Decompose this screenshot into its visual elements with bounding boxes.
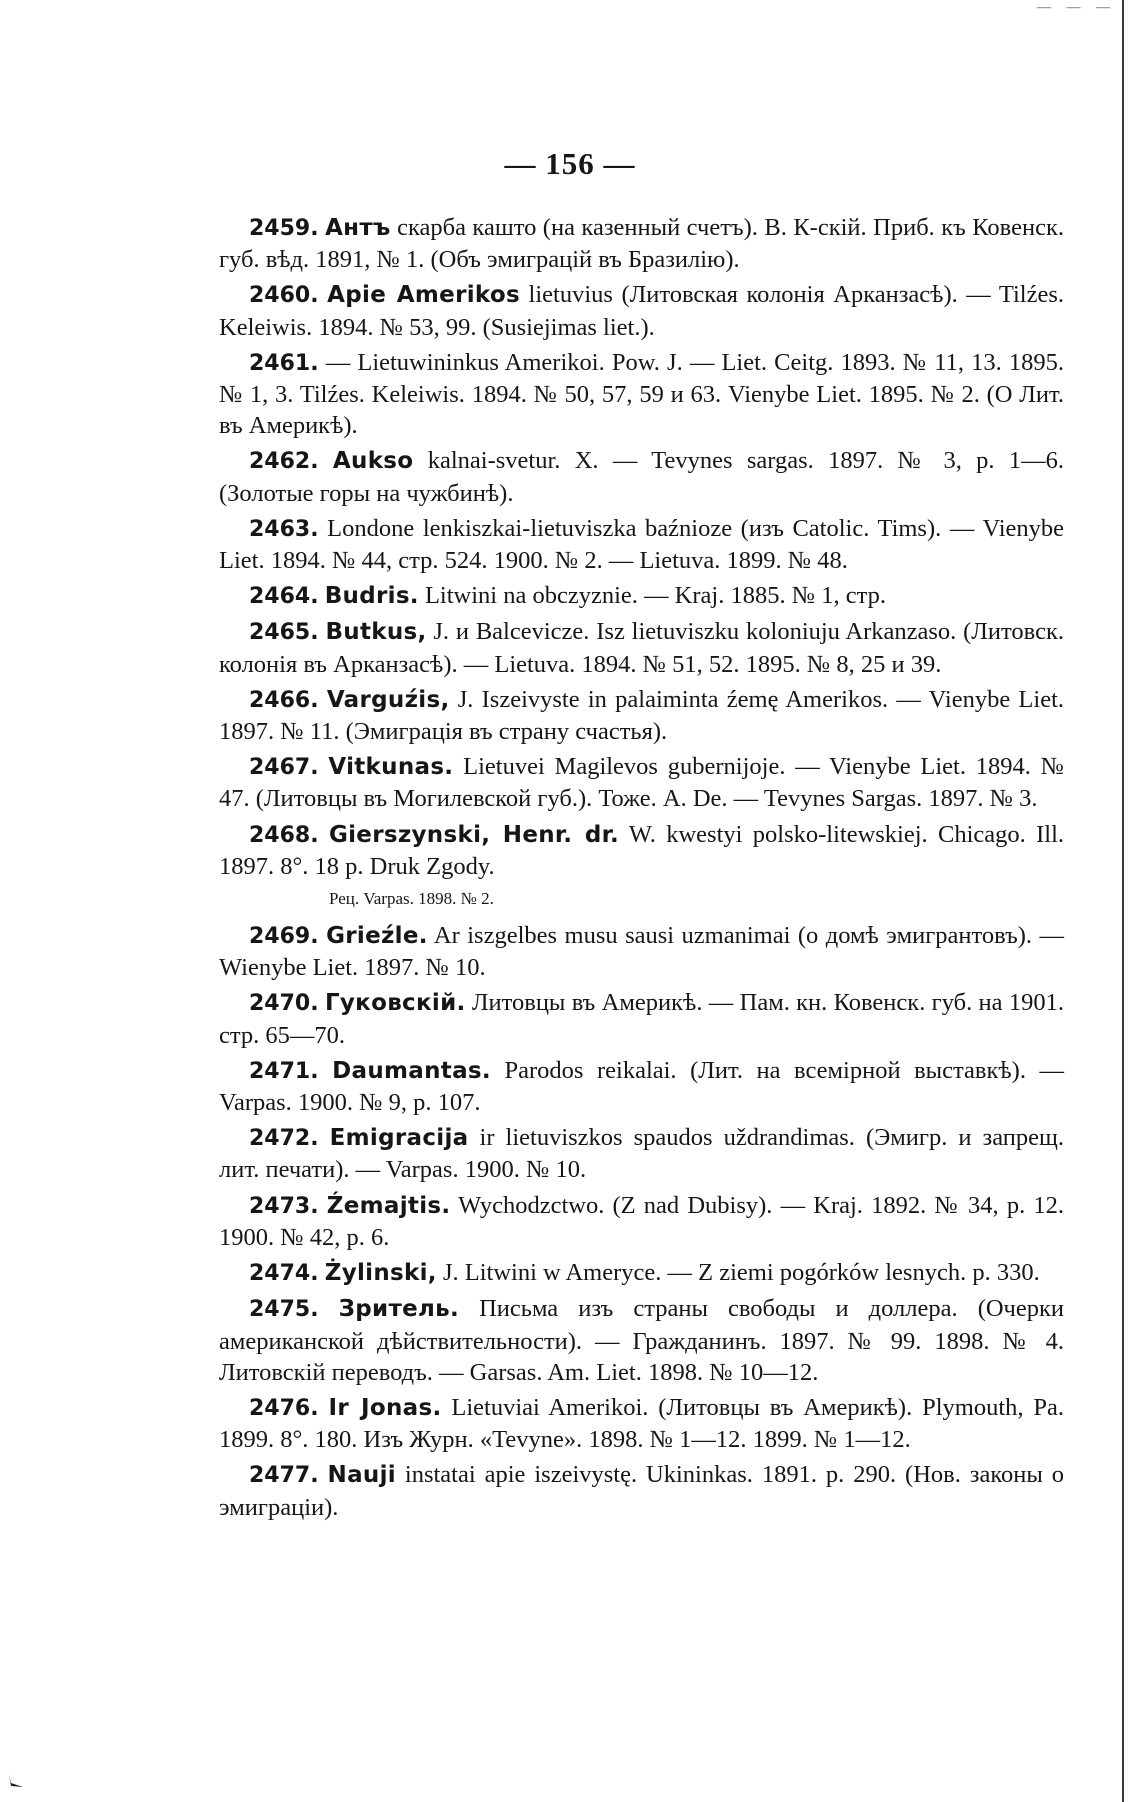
entry-2472: 2472. Emigracija ir lietuviszkos spaudos uždrandimas. (Эмигр. и запрещ. лит. печати). — Varpas. 1900. № 10. — [219, 1124, 1065, 1184]
entry-2464: 2464. Budris. Litwini na obczyznie. — Kraj. 1885. № 1, стр. — [249, 582, 886, 610]
page-number: — 156 — — [504, 146, 636, 181]
entry-2466: 2466. Varguźis, J. Iszeivyste in palaiminta źemę Amerikos. — Vienybe Liet. 1897. № 11. (Эмиграція въ страну счастья). — [219, 685, 1065, 746]
entry-2471: 2471. Daumantas. Parodos reikalai. (Лит. на всемірной выставкѣ). — Varpas. 1900. № 9, p. 107. — [219, 1056, 1064, 1117]
corner-mark: — — — — [1037, 0, 1116, 15]
entry-2476: 2476. Ir Jonas. Lietuviai Amerikoi. (Литовцы въ Америкѣ). Plymouth, Pa. 1899. 8°. 180. Изъ Журн. «Tevyne». 1898. № 1—12. 1899. № 1—12. — [219, 1393, 1064, 1454]
entry-2475: 2475. Зритель. Письма изъ страны свободы и доллера. (Очерки американской дѣйствительности). — Гражданинъ. 1897. № 99. 1898. № 4. Литовскій переводъ. — Garsas. Am. Liet. 1898. № 10—12. — [219, 1295, 1065, 1386]
entry-2459: 2459. Антъ скарба кашто (на казенный счетъ). В. К-скій. Приб. къ Ковенск. губ. вѣд. 1891, № 1. (Объ эмиграцій въ Бразилію). — [219, 214, 1064, 274]
entry-2460: 2460. Apie Amerikos lietuvius (Литовская колонія Арканзасѣ). — Tilźes. Keleiwis. 1894. № 53, 99. (Susiejimas liet.). — [219, 281, 1065, 341]
entry-2469: 2469. Grieźle. Ar iszgelbes musu sausi uzmanimai (о домѣ эмигрантовъ). — Wienybe Liet. 1897. № 10. — [219, 922, 1064, 982]
entry-2468: 2468. Gierszynski, Henr. dr. W. kwestyi polsko-litewskiej. Chicago. Ill. 1897. 8°. 18 p. Druk Zgody. — [219, 820, 1065, 880]
entry-2465: 2465. Butkus, J. и Balcevicze. Isz lietuviszku koloniuju Arkanzaso. (Литовск. колонія въ Арканзасѣ). — Lietuva. 1894. № 51, 52. 1895. № 8, 25 и 39. — [219, 618, 1064, 678]
entry-2470: 2470. Гуковскій. Литовцы въ Америкѣ. — Пам. кн. Ковенск. губ. на 1901. стр. 65—70. — [219, 989, 1065, 1049]
review-note: Рец. Varpas. 1898. № 2. — [329, 889, 494, 909]
bibliography-list — [219, 212, 1064, 1527]
entry-2474: 2474. Żylinski, J. Litwini w Ameryce. — Z ziemi pogórków lesnych. p. 330. — [249, 1259, 1040, 1287]
entry-2467: 2467. Vitkunas. Lietuvei Magilevos gubernijoje. — Vienybe Liet. 1894. № 47. (Литовцы въ Могилевской губ.). Тоже. А. De. — Tevynes Sargas. 1897. № 3. — [219, 753, 1064, 813]
entry-2473: 2473. Źemajtis. Wychodzctwo. (Z nad Dubisy). — Kraj. 1892. № 34, p. 12. 1900. № 42, p. 6. — [219, 1191, 1065, 1251]
entry-2462: 2462. Aukso kalnai-svetur. X. — Tevynes sargas. 1897. № 3, p. 1—6. (Золотые горы на чужбинѣ). — [219, 447, 1064, 507]
page-edge-line — [1122, 0, 1124, 1802]
entry-2463: 2463. Londone lenkiszkai-lietuviszka baźnioze (изъ Catolic. Tims). — Vienybe Liet. 1894. № 44, стр. 524. 1900. № 2. — Lietuva. 1899. № 48. — [219, 514, 1064, 575]
entry-2461: 2461. — Lietuwininkus Amerikoi. Pow. J. — Liet. Ceitg. 1893. № 11, 13. 1895. № 1, 3. Tilźes. Keleiwis. 1894. № 50, 57, 59 и 63. Vienybe Liet. 1895. № 2. (О Лит. въ Америкѣ). — [219, 348, 1064, 440]
entry-2477: 2477. Nauji instatai apie iszeivystę. Ukininkas. 1891. p. 290. (Нов. законы о эмиграціи). — [219, 1461, 1064, 1521]
scan-corner-mark-icon — [8, 1772, 24, 1788]
